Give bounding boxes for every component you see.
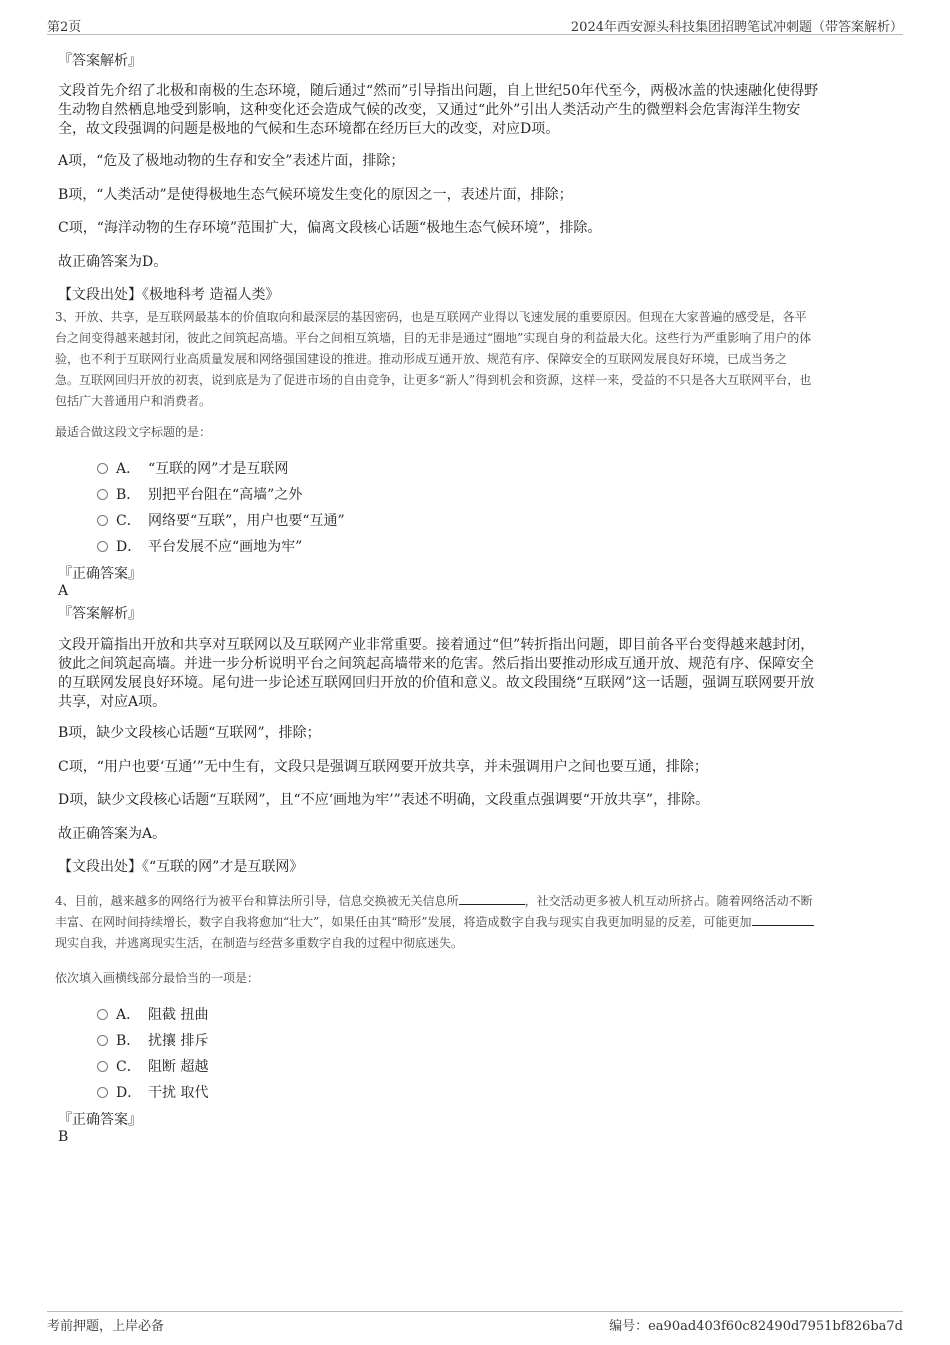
q3-question: 最适合做这段文字标题的是： (55, 425, 212, 439)
q4-passage-line-2 (55, 912, 915, 933)
radio-icon[interactable] (97, 515, 108, 526)
q3-passage-line: 台之间变得越来越封闭，彼此之间筑起高墙。平台之间相互筑墙，目的无非是通过“圈地”实现自身的利益最大化。这些行为严重影响了用户的体 (55, 331, 812, 345)
footer-slogan: 考前押题，上岸必备 (47, 1319, 165, 1334)
option-letter: C． (116, 513, 141, 529)
document-id: 编号：ea90ad403f60c82490d7951bf826ba7d (609, 1319, 903, 1334)
q3-analysis (58, 636, 908, 712)
q4-question: 依次填入画横线部分最恰当的一项是： (55, 971, 260, 985)
option-text: 干扰 取代 (148, 1085, 209, 1101)
radio-icon[interactable] (97, 541, 108, 552)
q3-analysis-line: 文段开篇指出开放和共享对互联网以及互联网产业非常重要。接着通过“但”转折指出问题，即目前各平台变得越来越封闭， (58, 637, 815, 653)
option-text: 平台发展不应“画地为牢” (148, 539, 303, 555)
q2-item-c: C项，“海洋动物的生存环境”范围扩大，偏离文段核心话题“极地生态气候环境”，排除。 (58, 220, 602, 236)
q3-answer-heading: 『正确答案』 (58, 566, 142, 582)
q4-text: 丰富、在网时间持续增长，数字自我将愈加“壮大”，如果任由其“畸形”发展，将造成数字自我与现实自我更加明显的反差，可能更加 (55, 915, 752, 929)
option-text: 阻断 超越 (148, 1059, 209, 1075)
q2-item-a: A项，“危及了极地动物的生存和安全”表述片面，排除； (58, 153, 405, 169)
page-number: 第2页 (47, 20, 82, 35)
q4-passage-line-3: 现实自我，并逃离现实生活，在制造与经营多重数字自我的过程中彻底迷失。 (55, 936, 464, 950)
q4-text: ，社交活动更多被人机互动所挤占。随着网络活动不断 (524, 894, 813, 908)
q2-item-b: B项，“人类活动”是使得极地生态气候环境发生变化的原因之一，表述片面，排除； (58, 187, 573, 203)
q3-analysis-line: 共享，对应A项。 (58, 694, 167, 710)
q2-analysis (58, 82, 908, 139)
q2-analysis-line: 全，故文段强调的问题是极地的气候和生态环境都在经历巨大的改变，对应D项。 (58, 121, 560, 137)
q3-passage (55, 307, 915, 412)
q3-option-b[interactable] (97, 484, 302, 504)
q4-option-a[interactable] (97, 1004, 208, 1024)
option-text: “互联的网”才是互联网 (148, 461, 289, 477)
option-text: 阻截 扭曲 (148, 1007, 209, 1023)
option-text: 别把平台阻在“高墙”之外 (148, 487, 303, 503)
q4-passage (55, 891, 915, 954)
q4-option-b[interactable] (97, 1030, 208, 1050)
radio-icon[interactable] (97, 1035, 108, 1046)
q2-analysis-heading: 『答案解析』 (58, 53, 142, 69)
q2-analysis-line: 文段首先介绍了北极和南极的生态环境，随后通过“然而”引导指出问题，自上世纪50年代至今，两极冰盖的快速融化使得野 (58, 83, 819, 99)
radio-icon[interactable] (97, 1009, 108, 1020)
q3-item-d: D项，缺少文段核心话题“互联网”，且“不应‘画地为牢’”表述不明确，文段重点强调要“开放共享”，排除。 (58, 792, 710, 808)
option-letter: B． (116, 487, 141, 503)
radio-icon[interactable] (97, 489, 108, 500)
option-text: 网络要“互联”，用户也要“互通” (148, 513, 345, 529)
q3-analysis-line: 彼此之间筑起高墙。并进一步分析说明平台之间筑起高墙带来的危害。然后指出要推动形成互通开放、规范有序、保障安全 (58, 656, 814, 672)
q2-source: 【文段出处】《极地科考 造福人类》 (58, 287, 280, 303)
q3-conclusion: 故正确答案为A。 (58, 826, 167, 842)
fill-blank (459, 892, 525, 905)
q4-option-c[interactable] (97, 1056, 208, 1076)
q4-passage-line-1 (55, 891, 915, 912)
option-letter: C． (116, 1059, 141, 1075)
q3-source: 【文段出处】《“互联的网”才是互联网》 (58, 859, 304, 875)
document-title: 2024年西安源头科技集团招聘笔试冲刺题（带答案解析） (570, 20, 903, 35)
q3-passage-line: 验，也不利于互联网行业高质量发展和网络强国建设的推进。推动形成互通开放、规范有序、保障安全的互联网发展良好环境，已成当务之 (55, 352, 788, 366)
option-letter: A． (116, 461, 141, 477)
fill-blank (752, 913, 814, 926)
q4-answer-heading: 『正确答案』 (58, 1112, 142, 1128)
q3-passage-line: 急。互联网回归开放的初衷，说到底是为了促进市场的自由竞争，让更多“新人”得到机会和资源，这样一来，受益的不只是各大互联网平台，也 (55, 373, 812, 387)
q3-analysis-line: 的互联网发展良好环境。尾句进一步论述互联网回归开放的价值和意义。故文段围绕“互联网”这一话题，强调互联网要开放 (58, 675, 815, 691)
q2-conclusion: 故正确答案为D。 (58, 254, 168, 270)
q2-analysis-line: 生动物自然栖息地受到影响，这种变化还会造成气候的改变，又通过“此外”引出人类活动产生的微塑料会危害海洋生物安 (58, 102, 801, 118)
radio-icon[interactable] (97, 1061, 108, 1072)
q4-text: 4、目前，越来越多的网络行为被平台和算法所引导，信息交换被无关信息所 (55, 894, 459, 908)
q3-item-c: C项，“用户也要‘互通’”无中生有，文段只是强调互联网要开放共享，并未强调用户之间也要互通，排除； (58, 759, 708, 775)
option-text: 扰攘 排斥 (148, 1033, 209, 1049)
q3-answer: A (58, 583, 69, 599)
option-letter: B． (116, 1033, 141, 1049)
q3-option-a[interactable] (97, 458, 288, 478)
q4-option-d[interactable] (97, 1082, 208, 1102)
page-header (47, 14, 903, 35)
q3-item-b: B项，缺少文段核心话题“互联网”，排除； (58, 725, 321, 741)
radio-icon[interactable] (97, 463, 108, 474)
option-letter: D． (116, 1085, 142, 1101)
q3-passage-line: 3、开放、共享，是互联网最基本的价值取向和最深层的基因密码，也是互联网产业得以飞速发展的重要原因。但现在大家普遍的感受是，各平 (55, 310, 807, 324)
q3-passage-line: 包括广大普通用户和消费者。 (55, 394, 212, 408)
q3-analysis-heading: 『答案解析』 (58, 606, 142, 622)
page-footer (47, 1311, 903, 1334)
q4-answer: B (58, 1129, 69, 1145)
option-letter: A． (116, 1007, 141, 1023)
q3-option-d[interactable] (97, 536, 302, 556)
radio-icon[interactable] (97, 1087, 108, 1098)
option-letter: D． (116, 539, 142, 555)
q3-option-c[interactable] (97, 510, 345, 530)
